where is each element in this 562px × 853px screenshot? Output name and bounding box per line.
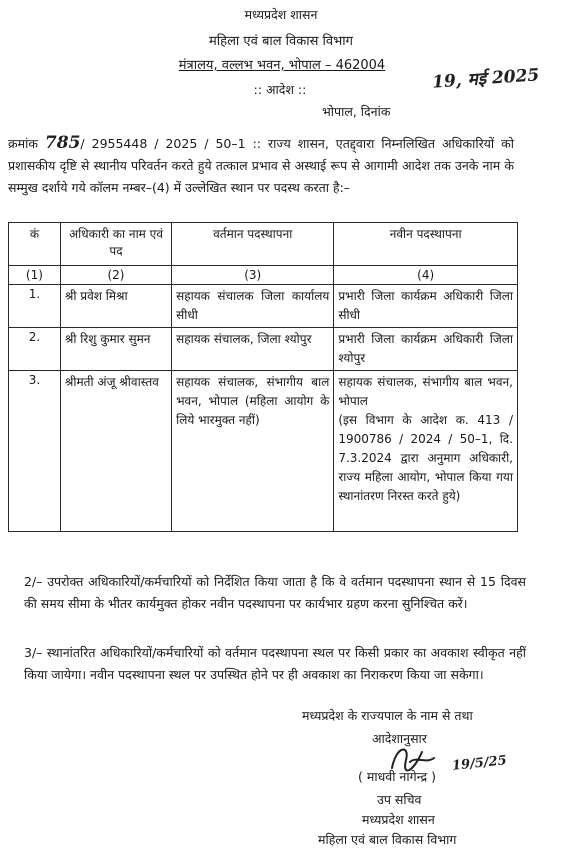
signatory-government: मध्यप्रदेश शासन — [362, 812, 435, 827]
row-new — [334, 371, 518, 532]
row-name: श्री प्रवेश मिश्रा — [60, 285, 171, 328]
row-sno: 1. — [9, 285, 61, 328]
row-name: श्रीमती अंजू श्रीवास्तव — [60, 371, 171, 532]
row-new-main: सहायक संचालक, संभागीय बाल भवन, भोपाल — [338, 375, 513, 408]
signatory-department: महिला एवं बाल विकास विभाग — [318, 832, 457, 847]
row-new: प्रभारी जिला कार्यक्रम अधिकारी जिला सीधी — [334, 285, 518, 328]
handwritten-date: 19, मई 2025 — [431, 65, 540, 93]
header-current: वर्तमान पदस्थापना — [172, 223, 334, 266]
row-sno: 3. — [9, 371, 61, 532]
row-current: सहायक संचालक, जिला श्योपुर — [172, 328, 334, 371]
posting-table — [8, 222, 518, 532]
ref-number-handwritten: 785 — [44, 133, 81, 153]
colnum-3: (3) — [172, 266, 334, 285]
ref-prefix: क्रमांक — [8, 136, 38, 151]
colnum-2: (2) — [60, 266, 171, 285]
row-current: सहायक संचालक, संभागीय बाल भवन, भोपाल (महिला आयोग के लिये भारमुक्त नहीं) — [172, 371, 334, 532]
signature-date: 19/5/25 — [451, 753, 508, 774]
place-date: भोपाल, दिनांक — [322, 104, 391, 119]
row-sno: 2. — [9, 328, 61, 371]
header-govt: मध्यप्रदेश शासन — [244, 7, 318, 22]
signatory-designation: उप सचिव — [377, 792, 422, 807]
table-column-number-row — [9, 266, 518, 285]
closing-line-1: मध्यप्रदेश के राज्यपाल के नाम से तथा — [302, 708, 473, 723]
row-new: प्रभारी जिला कार्यक्रम अधिकारी जिला श्योपुर — [334, 328, 518, 371]
order-title: :: आदेश :: — [253, 82, 307, 97]
closing-line-2: आदेशानुसार — [372, 731, 427, 746]
table-row — [9, 328, 518, 371]
colnum-4: (4) — [334, 266, 518, 285]
table-row — [9, 285, 518, 328]
signatory-name: ( माधवी नागेन्द्र ) — [358, 769, 436, 784]
header-sno: कं — [9, 223, 61, 266]
paragraph-2: 2/– उपरोक्त अधिकारियों/कर्मचारियों को निर्देशित किया जाता है कि वे वर्तमान पदस्थापना स्थान से 15 दिवस की समय सीमा के भीतर कार्यमुक्त होकर नवीन पदस्थापना पर कार्यभार ग्रहण करना सुनिश्चित करें। — [24, 574, 526, 611]
header-address: मंत्रालय, वल्लभ भवन, भोपाल – 462004 — [178, 58, 386, 73]
ref-rest: / 2955448 / 2025 / 50–1 :: राज्य शासन, एतद्द्वारा निम्नलिखित अधिकारियों को प्रशासकीय दृष्टि से स्थानीय परिवर्तन करते हुये तत्काल प्रभाव से अस्थाई रूप से आगामी आदेश तक उनके नाम के सम्मुख दर्शाये गये कॉलम नम्बर–(4) में उल्लेखित स्थान पर पदस्थ करता है:– — [8, 136, 514, 195]
header-department: महिला एवं बाल विकास विभाग — [209, 34, 353, 49]
row-new-note: (इस विभाग के आदेश क. 413 / 1900786 / 2024 / 50–1, दि. 7.3.2024 द्वारा अनुमाग अधिकारी, राज्य महिला आयोग, भोपाल किया गया स्थानांतरण निरस्त करते हुये) — [338, 413, 513, 503]
row-name: श्री रिशु कुमार सुमन — [60, 328, 171, 371]
header-new: नवीन पदस्थापना — [334, 223, 518, 266]
row-current: सहायक संचालक जिला कार्यालय सीधी — [172, 285, 334, 328]
paragraph-3: 3/– स्थानांतरित अधिकारियों/कर्मचारियों को वर्तमान पदस्थापना स्थल पर किसी प्रकार का अवकाश स्वीकृत नहीं किया जायेगा। नवीन पदस्थापना स्थल पर उपस्थित होने पर ही अवकाश का निराकरण किया जा सकेगा। — [24, 645, 526, 682]
colnum-1: (1) — [9, 266, 61, 285]
order-body-paragraph — [8, 132, 514, 199]
table-row — [9, 371, 518, 532]
table-header-row — [9, 223, 518, 266]
header-name: अधिकारी का नाम एवं पद — [60, 223, 171, 266]
